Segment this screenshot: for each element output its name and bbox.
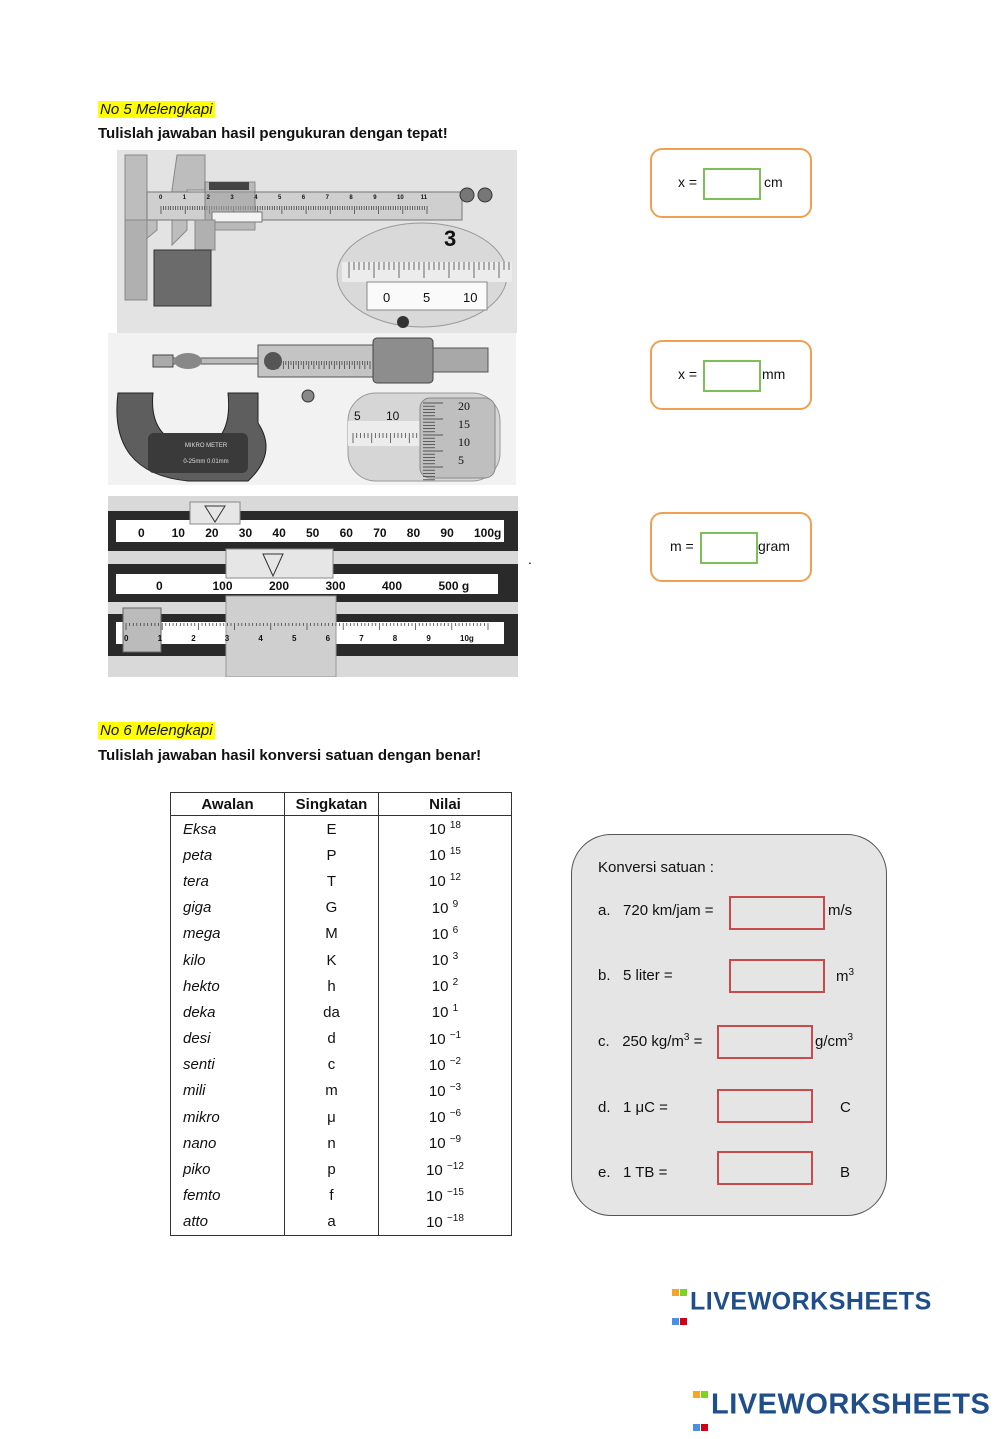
scale-label: 70	[373, 526, 387, 540]
conversion-unit-c	[815, 1032, 853, 1050]
conversion-answer-input-c[interactable]	[717, 1025, 813, 1059]
header-awalan: Awalan	[171, 793, 285, 816]
scale-label: 3	[224, 634, 230, 643]
scale-label: 60	[339, 526, 353, 540]
scale-label: 0	[383, 290, 391, 305]
conversion-unit-d	[840, 1099, 851, 1116]
awalan-cell: hekto	[171, 973, 285, 999]
conversion-answer-input-e[interactable]	[717, 1151, 813, 1185]
scale-label: 400	[382, 579, 403, 593]
awalan-cell: femto	[171, 1183, 285, 1209]
section6-instruction: Tulislah jawaban hasil konversi satuan dengan benar!	[98, 747, 482, 764]
unit-text: m	[836, 968, 849, 985]
answer-box-caliper	[650, 148, 812, 218]
nilai-exponent: 18	[449, 820, 461, 832]
answer-box-micrometer	[650, 340, 812, 410]
conversion-row-b	[598, 967, 673, 984]
awalan-cell: giga	[171, 895, 285, 921]
awalan-cell: kilo	[171, 947, 285, 973]
scale-label: 10	[386, 409, 400, 423]
conversion-answer-input-d[interactable]	[717, 1089, 813, 1123]
table-row	[171, 1026, 512, 1052]
prefix-table-body	[171, 816, 512, 1236]
awalan-cell: deka	[171, 999, 285, 1025]
singkatan-cell: p	[285, 1156, 379, 1182]
scale-label: 500 g	[438, 579, 470, 593]
nilai-cell	[379, 1052, 512, 1078]
scale-label: 10	[463, 290, 478, 305]
logo-square	[680, 1318, 687, 1325]
nilai-exponent: −15	[446, 1186, 464, 1198]
triple-beam-balance-image	[108, 496, 518, 677]
scale-label: 80	[406, 526, 421, 540]
question-sup: 3	[683, 1032, 690, 1043]
nilai-base: 10	[431, 978, 449, 996]
scale-label: 100	[212, 579, 233, 593]
conversion-question: 1 μC =	[623, 1099, 668, 1116]
scale-label: 0	[138, 526, 145, 540]
section5-instruction: Tulislah jawaban hasil pengukuran dengan tepat!	[98, 125, 448, 142]
awalan-cell: mikro	[171, 1104, 285, 1130]
scale-label: 11	[420, 195, 428, 201]
scale-label: 0	[124, 634, 129, 643]
balance-beam2-labels	[108, 579, 518, 595]
balance-beam1-labels	[108, 526, 518, 542]
nilai-base: 10	[426, 1187, 443, 1205]
nilai-base: 10	[428, 1082, 446, 1100]
nilai-exponent: 2	[452, 977, 459, 989]
nilai-exponent: −18	[446, 1212, 464, 1224]
nilai-base: 10	[429, 847, 446, 865]
awalan-cell: desi	[171, 1026, 285, 1052]
table-row	[171, 1052, 512, 1078]
micrometer-image	[108, 333, 516, 485]
section6-heading	[98, 722, 215, 740]
nilai-base: 10	[428, 1109, 446, 1127]
unit-sup: 3	[847, 1032, 854, 1043]
scale-label: 7	[359, 634, 364, 643]
scale-label: 50	[306, 526, 320, 540]
unit-text: B	[840, 1164, 851, 1181]
scale-label: 5	[278, 195, 282, 201]
nilai-base: 10	[431, 1004, 449, 1022]
prefix-table-header	[171, 793, 512, 816]
nilai-exponent: −3	[449, 1081, 462, 1093]
singkatan-cell: h	[285, 973, 379, 999]
micrometer-thimble-labels	[108, 333, 516, 485]
caliper-main-labels	[117, 195, 517, 207]
singkatan-cell: a	[285, 1209, 379, 1236]
table-row	[171, 816, 512, 843]
answer-unit: cm	[764, 174, 783, 190]
singkatan-cell: T	[285, 868, 379, 894]
nilai-exponent: 3	[452, 951, 459, 963]
nilai-exponent: −9	[449, 1134, 462, 1146]
balance-answer-input[interactable]	[700, 532, 758, 564]
logo-square	[672, 1289, 679, 1296]
scale-label: 8	[392, 634, 398, 643]
nilai-base: 10	[428, 1056, 446, 1074]
nilai-cell	[379, 1078, 512, 1104]
unit-text: C	[840, 1099, 851, 1116]
awalan-cell: mili	[171, 1078, 285, 1104]
singkatan-cell: n	[285, 1130, 379, 1156]
nilai-exponent: −2	[449, 1055, 462, 1067]
singkatan-cell: P	[285, 842, 379, 868]
nilai-base: 10	[426, 1213, 443, 1231]
logo-square	[693, 1424, 700, 1431]
scale-label: 5	[354, 409, 361, 423]
conversion-title: Konversi satuan :	[598, 859, 714, 876]
conversion-letter: a.	[598, 902, 611, 919]
nilai-base: 10	[426, 1161, 443, 1179]
caliper-zoom-labels	[117, 290, 517, 306]
thimble-label: 5	[458, 453, 464, 467]
conversion-letter: e.	[598, 1164, 611, 1181]
nilai-exponent: 1	[452, 1003, 459, 1015]
vernier-caliper-image	[117, 150, 517, 333]
scale-label: 20	[205, 526, 219, 540]
answer-box-balance	[650, 512, 812, 582]
liveworksheets-logo-icon	[671, 1274, 687, 1332]
nilai-exponent: −12	[446, 1160, 464, 1172]
conversion-row-c	[598, 1032, 702, 1050]
micrometer-answer-input[interactable]	[703, 360, 761, 392]
caliper-answer-input[interactable]	[703, 168, 761, 200]
stray-dot: .	[528, 551, 532, 567]
scale-label: 200	[269, 579, 290, 593]
scale-label: 10	[397, 195, 404, 201]
awalan-cell: tera	[171, 868, 285, 894]
conversion-unit-a	[828, 902, 852, 919]
scale-label: 4	[258, 634, 263, 643]
nilai-cell	[379, 1104, 512, 1130]
scale-label: 5	[292, 634, 297, 643]
unit-text: g/cm	[815, 1033, 848, 1050]
awalan-cell: senti	[171, 1052, 285, 1078]
thimble-label: 20	[458, 399, 470, 413]
answer-unit: mm	[762, 366, 786, 382]
nilai-cell	[379, 895, 512, 921]
scale-label: 5	[423, 290, 431, 305]
answer-label: x =	[678, 174, 698, 190]
scale-label: 3	[230, 195, 234, 201]
nilai-base: 10	[428, 1135, 446, 1153]
conversion-unit-e	[840, 1164, 850, 1181]
scale-label: 0	[156, 579, 163, 593]
scale-label: 100g	[474, 526, 502, 540]
singkatan-cell: da	[285, 999, 379, 1025]
unit-sup: 3	[848, 967, 855, 978]
logo-text: LIVEWORKSHEETS	[690, 1287, 932, 1316]
scale-label: 2	[191, 634, 196, 643]
logo-text: LIVEWORKSHEETS	[711, 1388, 991, 1421]
conversion-letter: b.	[598, 967, 611, 984]
awalan-cell: mega	[171, 921, 285, 947]
table-row	[171, 1209, 512, 1236]
awalan-cell: atto	[171, 1209, 285, 1236]
table-row	[171, 1104, 512, 1130]
micrometer-body-range: 0-25mm 0.01mm	[183, 459, 229, 465]
caliper-zoom-number: 3	[444, 226, 457, 251]
nilai-exponent: 12	[449, 872, 461, 884]
conversion-row-a	[598, 902, 714, 919]
nilai-cell	[379, 1130, 512, 1156]
scale-label: 40	[272, 526, 286, 540]
nilai-exponent: 6	[452, 924, 459, 936]
logo-square	[672, 1318, 679, 1325]
scale-label: 30	[238, 526, 253, 540]
singkatan-cell: E	[285, 816, 379, 843]
table-row	[171, 1183, 512, 1209]
scale-label: 6	[301, 195, 306, 201]
scale-label: 9	[373, 195, 377, 201]
question-end: =	[689, 1033, 703, 1050]
awalan-cell: nano	[171, 1130, 285, 1156]
unit-text: m/s	[828, 902, 853, 919]
nilai-exponent: −6	[449, 1108, 462, 1120]
nilai-base: 10	[429, 821, 446, 839]
table-row	[171, 1078, 512, 1104]
nilai-base: 10	[431, 952, 449, 970]
nilai-cell	[379, 947, 512, 973]
nilai-cell	[379, 868, 512, 894]
nilai-cell	[379, 842, 512, 868]
header-nilai: Nilai	[379, 793, 512, 816]
nilai-cell	[379, 1026, 512, 1052]
nilai-exponent: −1	[449, 1029, 462, 1041]
scale-label: 10g	[460, 634, 474, 643]
micrometer-body-text: MIKRO METER	[184, 443, 228, 449]
nilai-base: 10	[429, 873, 446, 891]
nilai-base: 10	[431, 899, 449, 917]
singkatan-cell: M	[285, 921, 379, 947]
singkatan-cell: μ	[285, 1104, 379, 1130]
table-row	[171, 999, 512, 1025]
scale-label: 9	[426, 634, 431, 643]
balance-beam3-labels	[108, 634, 518, 646]
conversion-row-d	[598, 1099, 668, 1116]
nilai-exponent: 9	[452, 898, 459, 910]
scale-label: 4	[254, 195, 258, 201]
logo-square	[680, 1289, 687, 1296]
nilai-cell	[379, 921, 512, 947]
awalan-cell: Eksa	[171, 816, 285, 843]
liveworksheets-logo-icon	[692, 1373, 708, 1439]
conversion-question: 250 kg/m	[622, 1033, 684, 1050]
singkatan-cell: c	[285, 1052, 379, 1078]
scale-label: 1	[182, 195, 187, 201]
table-row	[171, 947, 512, 973]
scale-label: 7	[325, 195, 329, 201]
section5-heading-text: No 5 Melengkapi	[100, 101, 213, 118]
nilai-base: 10	[428, 1030, 446, 1048]
conversion-panel	[571, 834, 887, 1216]
scale-label: 6	[325, 634, 331, 643]
conversion-row-e	[598, 1164, 667, 1181]
conversion-question: 1 TB =	[623, 1164, 668, 1181]
table-row	[171, 1130, 512, 1156]
section6-heading-text: No 6 Melengkapi	[100, 722, 213, 739]
scale-label: 0	[159, 195, 163, 201]
conversion-question: 5 liter =	[623, 967, 673, 984]
liveworksheets-logo-2[interactable]	[692, 1373, 990, 1439]
conversion-answer-input-a[interactable]	[729, 896, 825, 930]
nilai-cell	[379, 816, 512, 843]
nilai-cell	[379, 999, 512, 1025]
conversion-letter: d.	[598, 1099, 611, 1116]
nilai-cell	[379, 1183, 512, 1209]
table-row	[171, 973, 512, 999]
singkatan-cell: K	[285, 947, 379, 973]
thimble-label: 15	[458, 417, 470, 431]
singkatan-cell: f	[285, 1183, 379, 1209]
conversion-answer-input-b[interactable]	[729, 959, 825, 993]
logo-square	[701, 1391, 708, 1398]
singkatan-cell: m	[285, 1078, 379, 1104]
awalan-cell: peta	[171, 842, 285, 868]
header-singkatan: Singkatan	[285, 793, 379, 816]
logo-square	[701, 1424, 708, 1431]
nilai-cell	[379, 1156, 512, 1182]
section5-heading	[98, 101, 215, 119]
scale-label: 90	[440, 526, 454, 540]
scale-label: 1	[157, 634, 163, 643]
table-row	[171, 895, 512, 921]
answer-unit: gram	[758, 538, 790, 554]
prefix-table	[170, 792, 512, 1236]
thimble-label: 10	[458, 435, 470, 449]
liveworksheets-logo-1[interactable]	[671, 1274, 932, 1332]
nilai-base: 10	[431, 925, 449, 943]
conversion-unit-b	[836, 967, 854, 985]
scale-label: 2	[206, 195, 210, 201]
table-row	[171, 868, 512, 894]
conversion-question: 720 km/jam =	[623, 902, 714, 919]
answer-label: m =	[670, 538, 694, 554]
awalan-cell: piko	[171, 1156, 285, 1182]
logo-square	[693, 1391, 700, 1398]
singkatan-cell: G	[285, 895, 379, 921]
nilai-cell	[379, 1209, 512, 1236]
table-row	[171, 842, 512, 868]
answer-label: x =	[678, 366, 698, 382]
nilai-cell	[379, 973, 512, 999]
scale-label: 300	[325, 579, 346, 593]
scale-label: 8	[349, 195, 353, 201]
singkatan-cell: d	[285, 1026, 379, 1052]
scale-label: 10	[171, 526, 185, 540]
table-row	[171, 1156, 512, 1182]
conversion-letter: c.	[598, 1033, 610, 1050]
table-row	[171, 921, 512, 947]
nilai-exponent: 15	[449, 846, 461, 858]
